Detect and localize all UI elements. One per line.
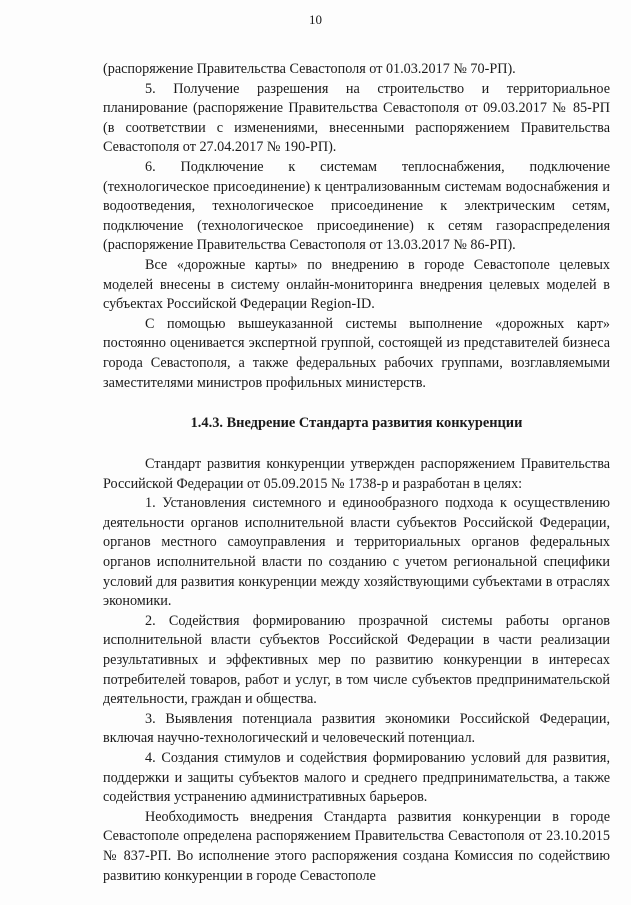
paragraph: 2. Содействия формированию прозрачной системы работы органов исполнительной власти субъектов Российской Федерации в части реализации результативных и эффективных мер по развитию конкуренции в интересах потребителей товаров, работ и услуг, в том числе субъектов предпринимательской деятельности, граждан и общества. <box>103 612 610 708</box>
paragraph: Стандарт развития конкуренции утвержден распоряжением Правительства Российской Федерации от 05.09.2015 № 1738-р и разработан в целях: <box>103 456 610 492</box>
paragraph: 5. Получение разрешения на строительство и территориальное планирование (распоряжение Правительства Севастополя от 09.03.2017 № 85-РП (в соответствии с изменениями, внесенными распоряжением Правительства Севастополя от 27.04.2017 № 190-РП). <box>103 80 610 156</box>
paragraph: 3. Выявления потенциала развития экономики Российской Федерации, включая научно-технологический и человеческий потенциал. <box>103 710 610 747</box>
paragraph: Все «дорожные карты» по внедрению в городе Севастополе целевых моделей внесены в систему онлайн-мониторинга внедрения целевых моделей в субъектах Российской Федерации Region-ID. <box>103 256 610 313</box>
paragraph: (распоряжение Правительства Севастополя от 01.03.2017 № 70-РП). <box>103 61 516 77</box>
paragraph: 6. Подключение к системам теплоснабжения, подключение (технологическое присоединение) к централизованным системам водоснабжения и водоотведения, технологическое присоединение к электрическим сетям, подключение (технологическое присоединение) к сетям газораспределения (распоряжение Правительства Севастополя от 13.03.2017 № 86-РП). <box>103 158 610 254</box>
paragraph: 1. Установления системного и единообразного подхода к осуществлению деятельности органов исполнительной власти субъектов Российской Федерации, органов местного самоуправления и территориальных органов федеральных органов исполнительной власти по созданию с учетом региональной специфики условий для развития конкуренции между хозяйствующими субъектами в отраслях экономики. <box>103 495 610 610</box>
paragraph: Необходимость внедрения Стандарта развития конкуренции в городе Севастополе определена распоряжением Правительства Севастополя от 23.10.2015 № 837-РП. Во исполнение этого распоряжения создана Комиссия по содействию развитию конкуренции в городе Севастополе <box>103 808 610 884</box>
page-number: 10 <box>309 12 322 27</box>
document-body <box>103 60 610 886</box>
paragraph: 4. Создания стимулов и содействия формированию условий для развития, поддержки и защиты субъектов малого и среднего предпринимательства, а также содействия устранению административных барьеров. <box>103 750 610 806</box>
section-heading: 1.4.3. Внедрение Стандарта развития конкуренции <box>190 415 523 432</box>
paragraph: С помощью вышеуказанной системы выполнение «дорожных карт» постоянно оценивается экспертной группой, состоящей из представителей бизнеса города Севастополя, а также федеральных рабочих группами, возглавляемыми заместителями министров профильных министерств. <box>103 315 610 391</box>
